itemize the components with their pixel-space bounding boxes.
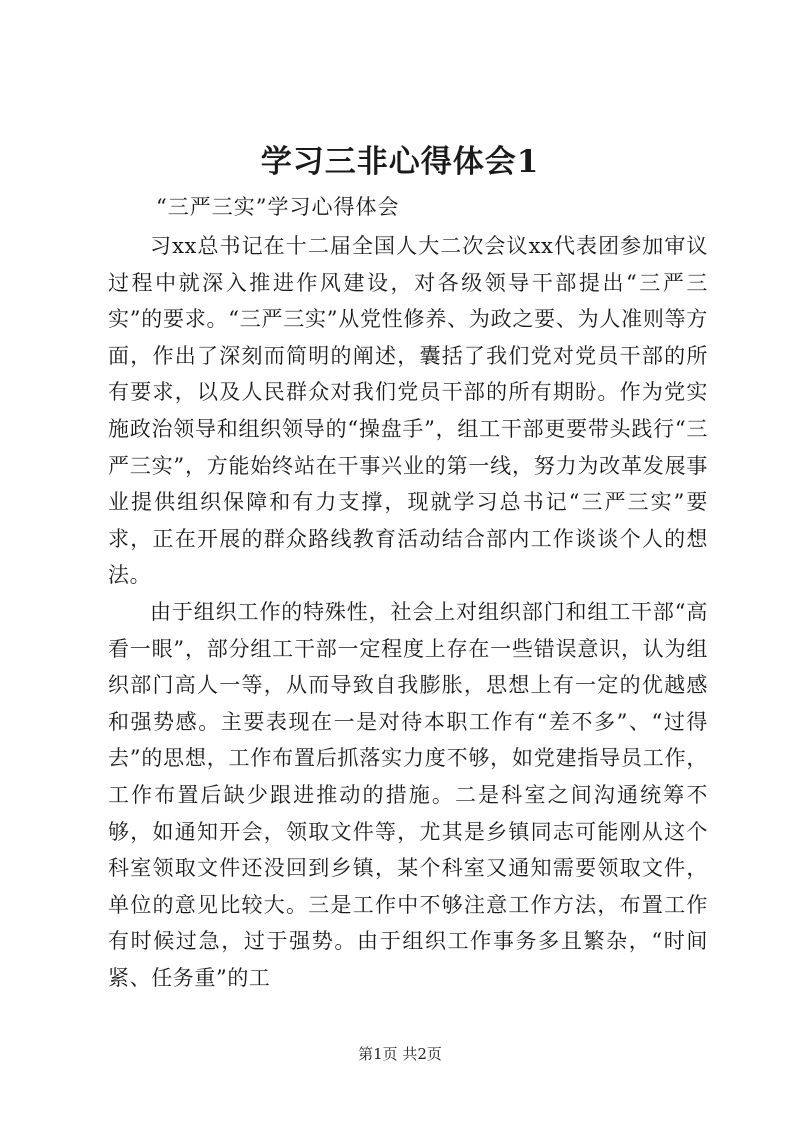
body-paragraph-2: 由于组织工作的特殊性，社会上对组织部门和组工干部“高看一眼”，部分组工干部一定程度上存在一些错误意识，认为组织部门高人一等，从而导致自我膨胀，思想上有一定的优越感和强势感。主要表现在一是对待本职工作有“差不多”、“过得去”的思想，工作布置后抓落实力度不够，如党建指导员工作，工作布置后缺少跟进推动的措施。二是科室之间沟通统筹不够，如通知开会，领取文件等，尤其是乡镇同志可能刚从这个科室领取文件还没回到乡镇，某个科室又通知需要领取文件，单位的意见比较大。三是工作中不够注意工作方法，布置工作有时候过急，过于强势。由于组织工作事务多且繁杂，“时间紧、任务重”的工	[108, 600, 708, 990]
document-title: 学习三非心得体会1	[260, 144, 540, 180]
body-paragraph-1: 习xx总书记在十二届全国人大二次会议xx代表团参加审议过程中就深入推进作风建设，对各级领导干部提出“三严三实”的要求。“三严三实”从党性修养、为政之要、为人准则等方面，作出了深刻而简明的阐述，囊括了我们党对党员干部的所有要求，以及人民群众对我们党员干部的所有期盼。作为党实施政治领导和组织领导的“操盘手”，组工干部更要带头践行“三严三实”，方能始终站在干事兴业的第一线，努力为改革发展事业提供组织保障和有力支撑，现就学习总书记“三严三实”要求，正在开展的群众路线教育活动结合部内工作谈谈个人的想法。	[108, 234, 708, 588]
page-number-label: 第1页 共2页	[358, 1045, 442, 1063]
document-subtitle: “三严三实”学习心得体会	[156, 195, 400, 219]
page-footer	[0, 1044, 800, 1064]
